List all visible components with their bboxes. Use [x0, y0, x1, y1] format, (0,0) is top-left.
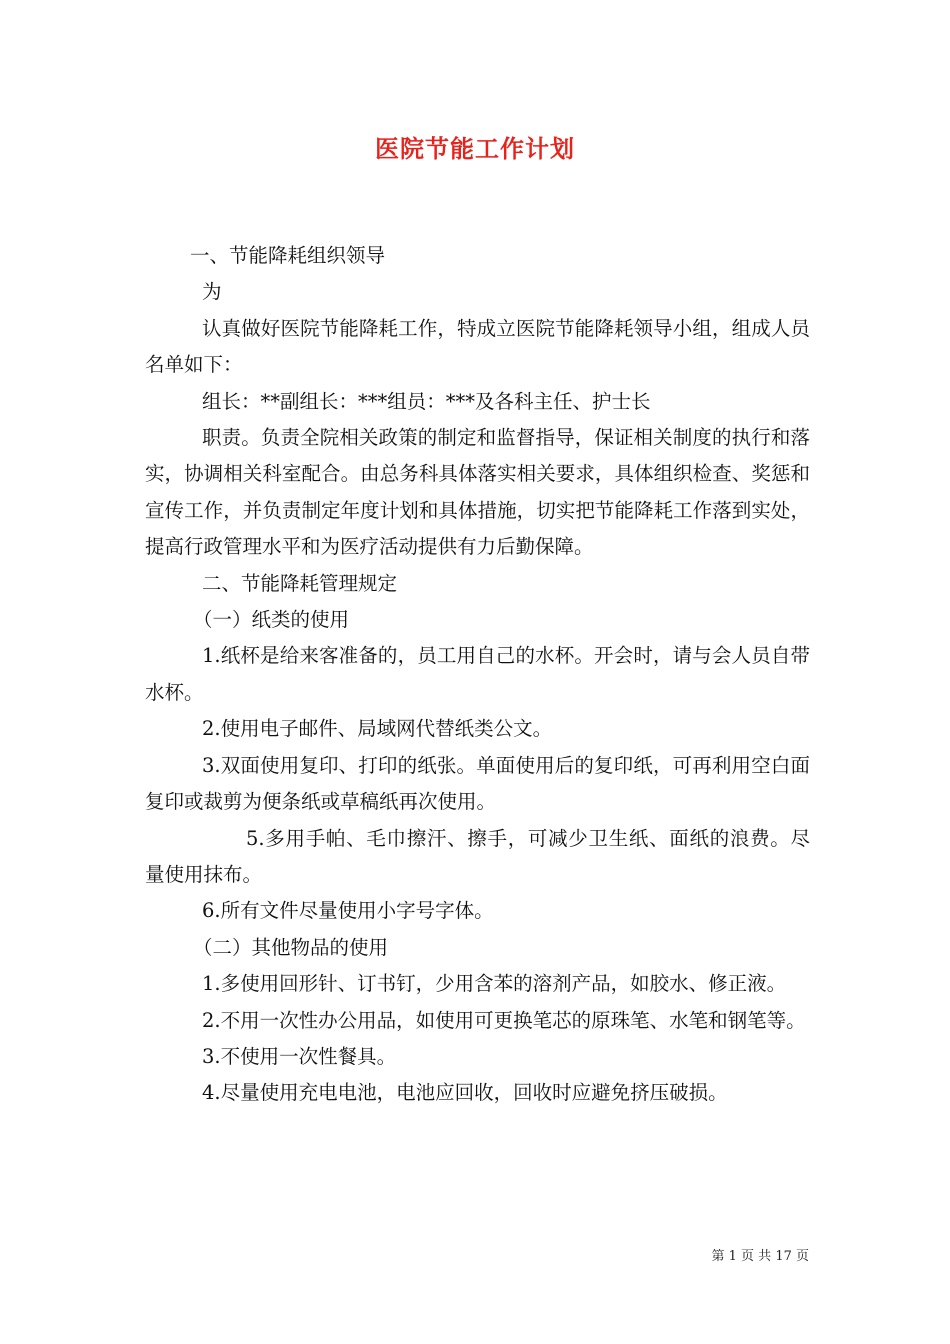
list-item: 6.所有文件尽量使用小字号字体。	[202, 899, 494, 923]
list-item: 1.纸杯是给来客准备的，员工用自己的水杯。开会时，请与会人员自带水杯。	[145, 644, 810, 704]
subsection-heading: （一）纸类的使用	[193, 608, 350, 632]
list-item: 5.多用手帕、毛巾擦汗、擦手，可减少卫生纸、面纸的浪费。尽量使用抹布。	[145, 826, 810, 886]
list-item: 3.不使用一次性餐具。	[202, 1044, 397, 1068]
page-number: 第 1 页 共 17 页	[711, 1249, 809, 1264]
paragraph: 职责。负责全院相关政策的制定和监督指导，保证相关制度的执行和落实，协调相关科室配合。由总务科具体落实相关要求，具体组织检查、奖惩和宣传工作，并负责制定年度计划和具体措施，切实把节能降耗工作落到实处，提高行政管理水平和为医疗活动提供有力后勤保障。	[145, 426, 810, 559]
paragraph: 组长：**副组长：***组员：***及各科主任、护士长	[202, 389, 651, 413]
list-item: 4.尽量使用充电电池，电池应回收，回收时应避免挤压破损。	[202, 1081, 728, 1105]
document-title: 医院节能工作计划	[375, 134, 575, 163]
list-item: 2.使用电子邮件、局域网代替纸类公文。	[202, 717, 553, 741]
section-heading-1: 一、节能降耗组织领导	[190, 244, 386, 267]
list-item: 1.多使用回形针、订书钉，少用含苯的溶剂产品，如胶水、修正液。	[202, 972, 787, 996]
paragraph: 为	[202, 280, 222, 304]
section-heading-2: 二、节能降耗管理规定	[202, 571, 398, 595]
paragraph: 认真做好医院节能降耗工作，特成立医院节能降耗领导小组，组成人员名单如下：	[145, 316, 810, 377]
subsection-heading: （二）其他物品的使用	[193, 935, 389, 959]
list-item: 2.不用一次性办公用品，如使用可更换笔芯的原珠笔、水笔和钢笔等。	[202, 1008, 806, 1032]
document-body	[145, 238, 810, 1112]
list-item: 3.双面使用复印、打印的纸张。单面使用后的复印纸，可再利用空白面复印或裁剪为便条纸或草稿纸再次使用。	[145, 753, 810, 814]
